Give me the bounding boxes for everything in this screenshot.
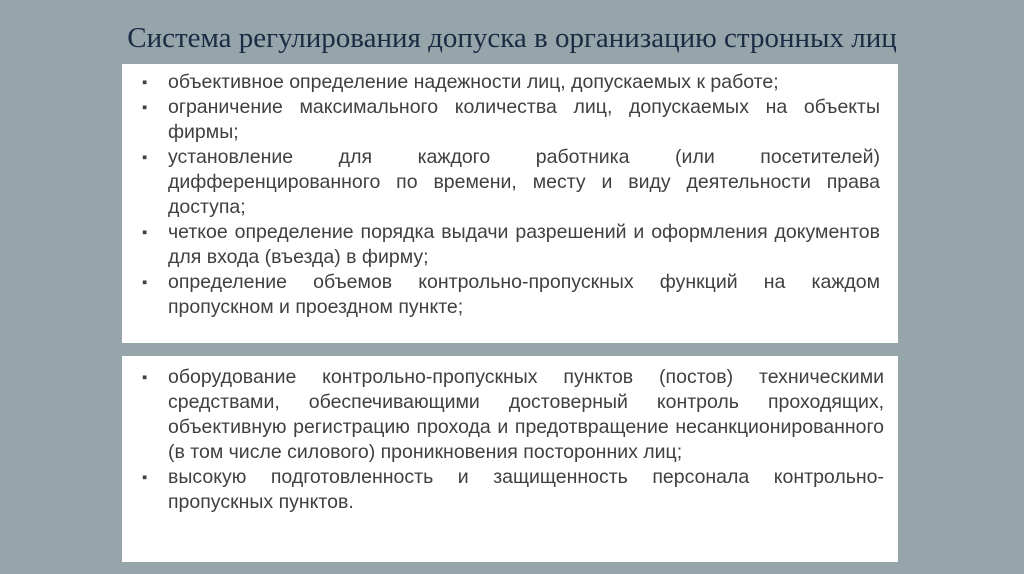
square-bullet-icon: ▪ — [142, 99, 148, 116]
list-item — [142, 270, 880, 320]
requirements-panel-bottom — [122, 356, 898, 562]
list-item-text: определение объемов контрольно-пропускных функций на каждом пропускном и проездном пункте; — [168, 271, 880, 318]
list-item — [142, 220, 880, 270]
requirements-panel-top — [122, 64, 898, 343]
list-item-text: высокую подготовленность и защищенность персонала контрольно-пропускных пунктов. — [168, 466, 884, 513]
list-item — [142, 70, 880, 95]
list-item-text: оборудование контрольно-пропускных пунктов (постов) техническими средствами, обеспечивающими достоверный контроль проходящих, объективную регистрацию прохода и предотвращение несанкционированного (в том числе силового) проникновения посторонних лиц; — [168, 366, 884, 463]
list-item-text: четкое определение порядка выдачи разрешений и оформления документов для входа (въезда) в фирму; — [168, 221, 880, 268]
bullet-list-top — [142, 70, 880, 320]
square-bullet-icon: ▪ — [142, 74, 148, 91]
list-item-text: объективное определение надежности лиц, допускаемых к работе; — [168, 71, 779, 93]
list-item-text: установление для каждого работника (или посетителей) дифференцированного по времени, месту и виду деятельности права доступа; — [168, 146, 880, 218]
square-bullet-icon: ▪ — [142, 469, 148, 486]
list-item — [142, 95, 880, 145]
square-bullet-icon: ▪ — [142, 224, 148, 241]
list-item — [142, 365, 884, 465]
list-item-text: ограничение максимального количества лиц, допускаемых на объекты фирмы; — [168, 96, 880, 143]
slide-title: Система регулирования допуска в организацию стронных лиц — [127, 22, 897, 54]
square-bullet-icon: ▪ — [142, 274, 148, 291]
square-bullet-icon: ▪ — [142, 149, 148, 166]
bullet-list-bottom — [142, 365, 884, 515]
list-item — [142, 145, 880, 220]
square-bullet-icon: ▪ — [142, 369, 148, 386]
list-item — [142, 465, 884, 515]
